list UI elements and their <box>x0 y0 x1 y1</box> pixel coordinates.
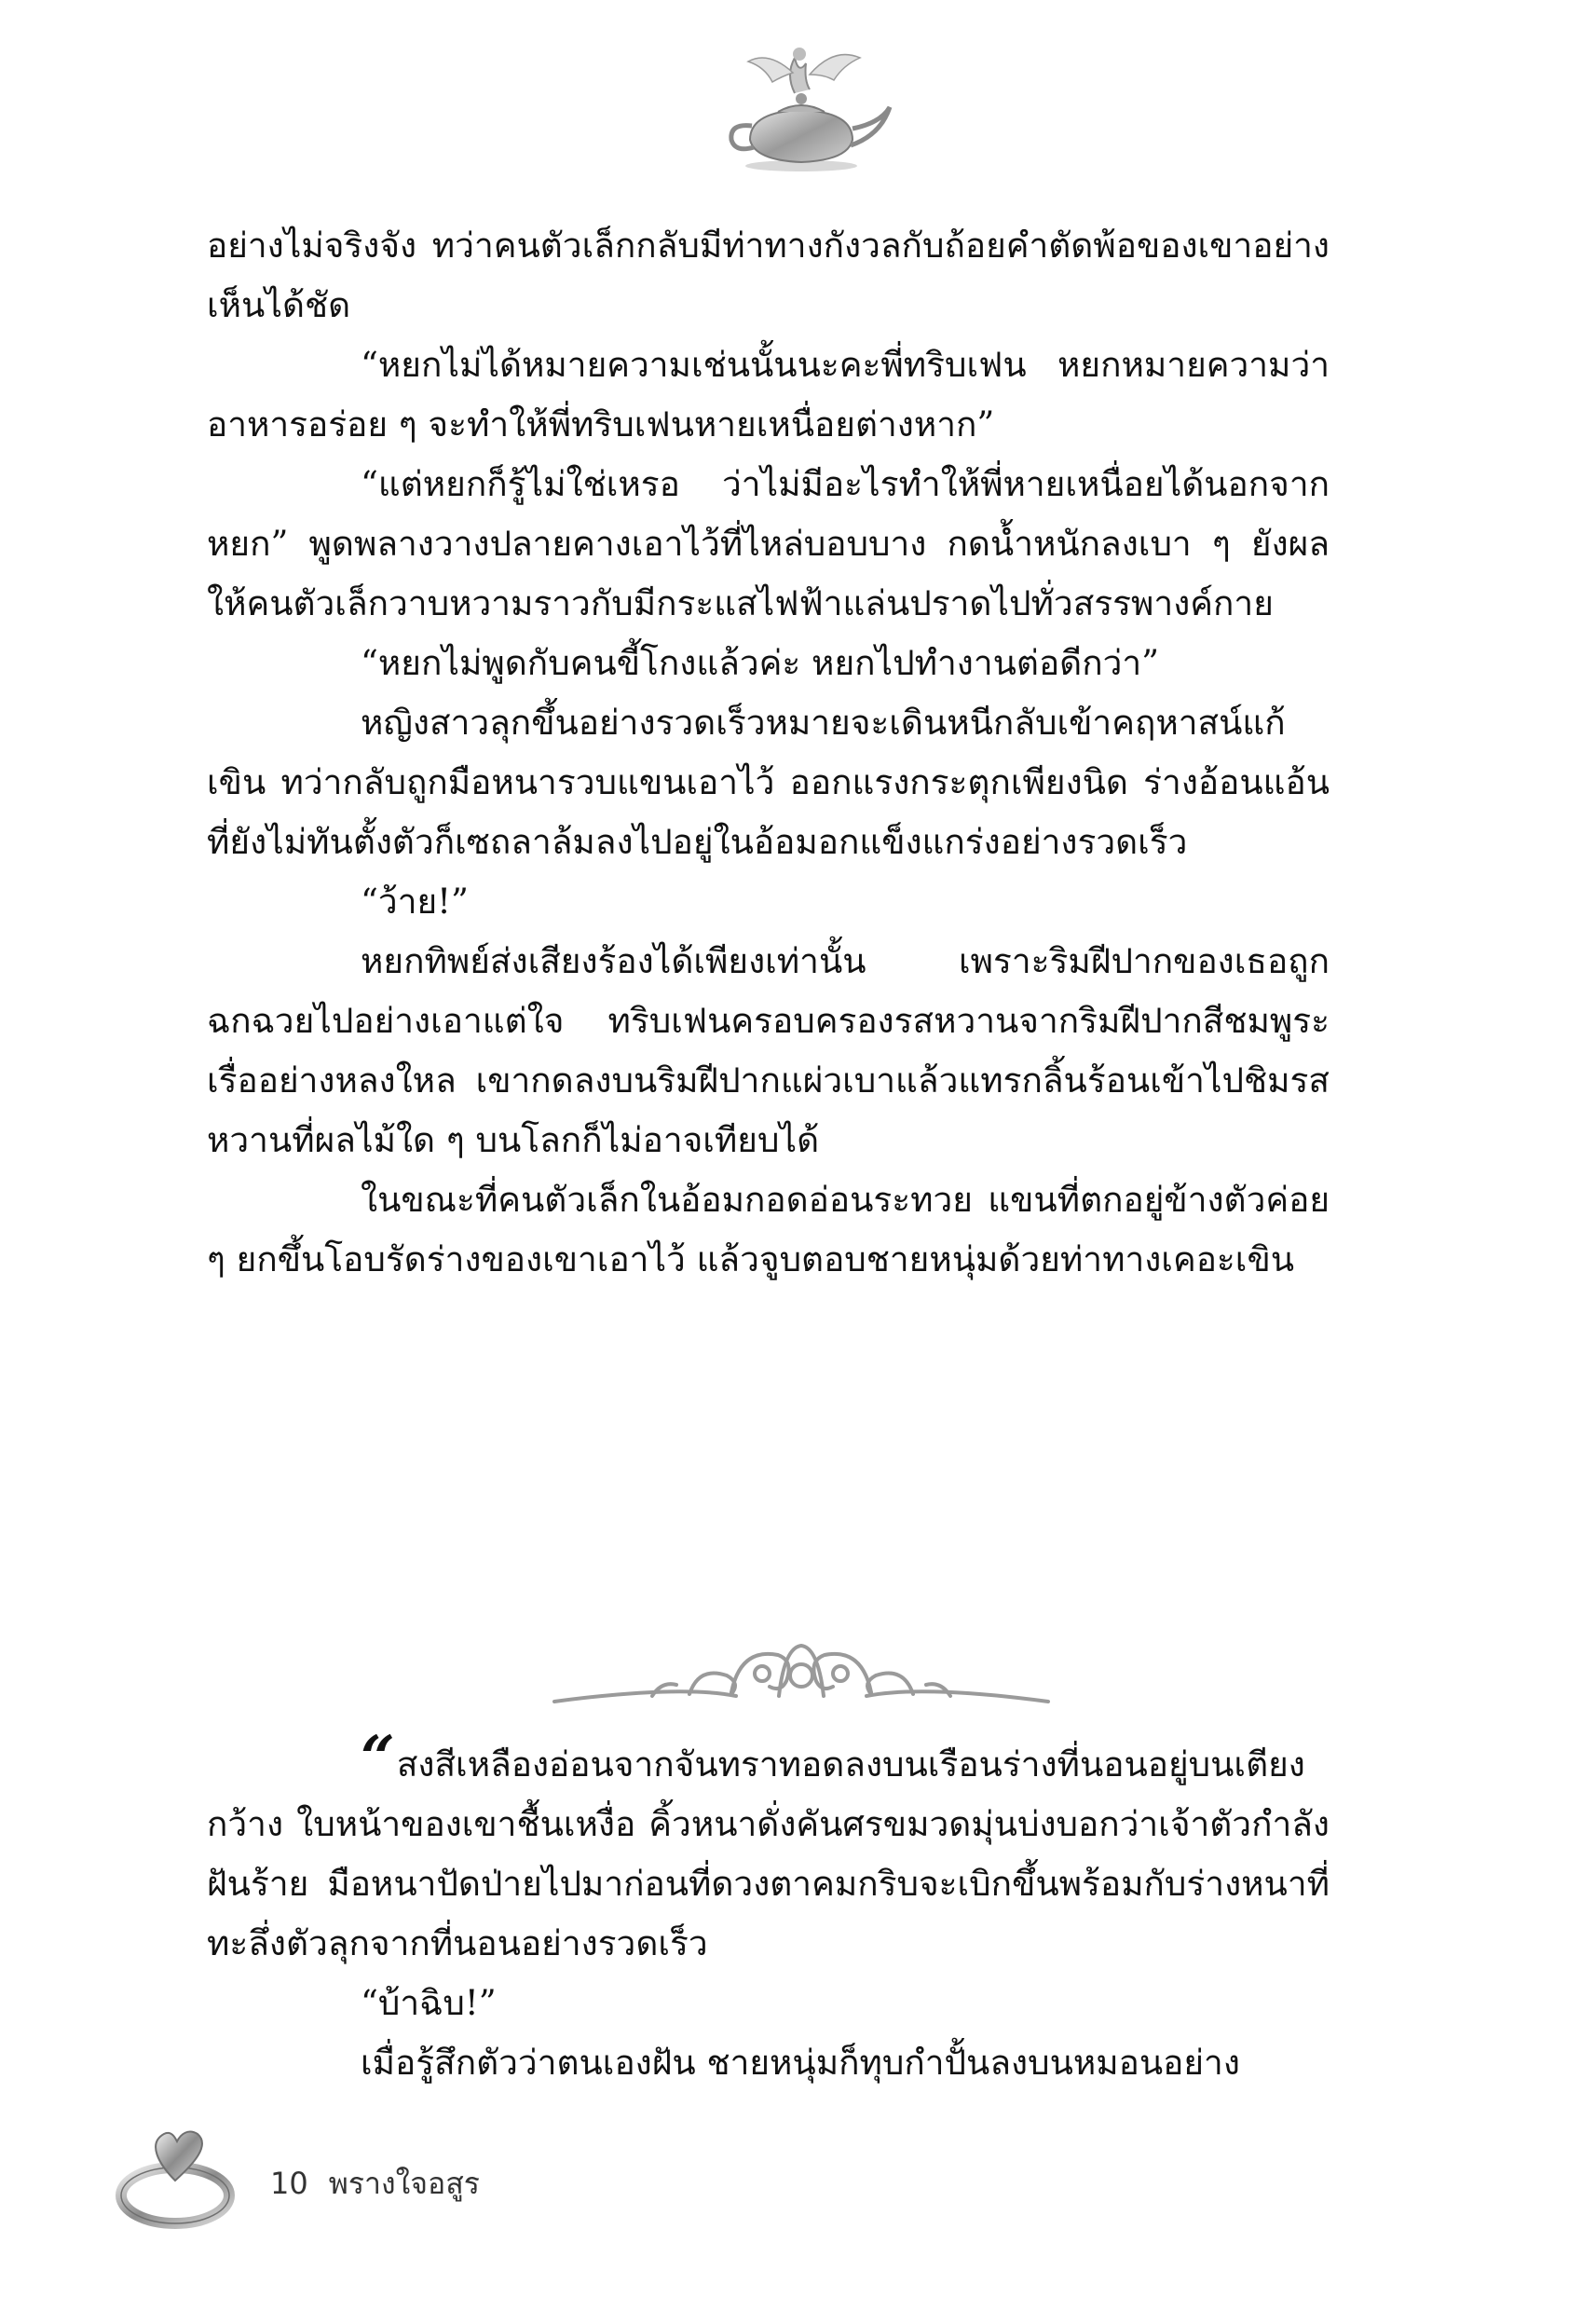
body-text-section-1 <box>207 216 1330 1290</box>
paragraph: อย่างไม่จริงจัง ทว่าคนตัวเล็กกลับมีท่าทางกังวลกับถ้อยคำตัดพ้อของเขาอย่างเห็นได้ชัด <box>207 226 1330 325</box>
paragraph: “หยกไม่ได้หมายความเช่นนั้นนะคะพี่ทริบเฟน หยกหมายความว่าอาหารอร่อย ๆ จะทำให้พี่ทริบเฟนหายเหนื่อยต่างหาก” <box>207 345 1330 444</box>
paragraph: หยกทิพย์ส่งเสียงร้องได้เพียงเท่านั้น เพราะริมฝีปากของเธอถูกฉกฉวยไปอย่างเอาแต่ใจ ทริบเฟนครอบครองรสหวานจากริมฝีปากสีชมพูระเรื่ออย่างหลงใหล เขากดลงบนริมฝีปากแผ่วเบาแล้วแทรกลิ้นร้อนเข้าไปชิมรสหวานที่ผลไม้ใด ๆ บนโลกก็ไม่อาจเทียบได้ <box>207 941 1330 1160</box>
paragraph: “บ้าฉิบ!” <box>361 1983 497 2023</box>
paragraph-text: สงสีเหลืองอ่อนจากจันทราทอดลงบนเรือนร่างที่นอนอยู่บนเตียงกว้าง ใบหน้าของเขาชื้นเหงื่อ คิ้วหนาดั่งคันศรขมวดมุ่นบ่งบอกว่าเจ้าตัวกำลังฝันร้าย มือหนาปัดป่ายไปมาก่อนที่ดวงตาคมกริบจะเบิกขึ้นพร้อมกับร่างหนาที่ทะลึ่งตัวลุกจากที่นอนอย่างรวดเร็ว <box>207 1744 1330 1963</box>
opening-quote-mark: “ <box>361 1723 395 1793</box>
page-number: 10 <box>270 2166 308 2201</box>
paragraph <box>207 1723 1330 1974</box>
book-title: พรางใจอสูร <box>328 2166 480 2201</box>
paragraph: เมื่อรู้สึกตัวว่าตนเองฝัน ชายหนุ่มก็ทุบกำปั้นลงบนหมอนอย่าง <box>361 2043 1240 2083</box>
scroll-flourish-ornament <box>550 1629 1053 1713</box>
page-folio <box>270 2160 480 2208</box>
paragraph: “หยกไม่พูดกับคนขี้โกงแล้วค่ะ หยกไปทำงานต่อดีกว่า” <box>361 643 1160 683</box>
paragraph: ในขณะที่คนตัวเล็กในอ้อมกอดอ่อนระทวย แขนที่ตกอยู่ข้างตัวค่อย ๆ ยกขึ้นโอบรัดร่างของเขาเอาไว้ แล้วจูบตอบชายหนุ่มด้วยท่าทางเคอะเขิน <box>207 1180 1330 1279</box>
paragraph: “ว้าย!” <box>361 882 469 922</box>
page-footer <box>110 2115 669 2236</box>
fairy-teapot-icon <box>694 37 908 177</box>
paragraph: “แต่หยกก็รู้ไม่ใช่เหรอ ว่าไม่มีอะไรทำให้พี่หายเหนื่อยได้นอกจากหยก” พูดพลางวางปลายคางเอาไว้ที่ไหล่บอบบาง กดน้ำหนักลงเบา ๆ ยังผลให้คนตัวเล็กวาบหวามราวกับมีกระแสไฟฟ้าแล่นปราดไปทั่วสรรพางค์กาย <box>207 464 1330 623</box>
body-text-section-2 <box>207 1723 1330 2093</box>
heart-ring-icon <box>110 2115 250 2236</box>
paragraph: หญิงสาวลุกขึ้นอย่างรวดเร็วหมายจะเดินหนีกลับเข้าคฤหาสน์แก้เขิน ทว่ากลับถูกมือหนารวบแขนเอาไว้ ออกแรงกระตุกเพียงนิด ร่างอ้อนแอ้นที่ยังไม่ทันตั้งตัวก็เซถลาล้มลงไปอยู่ในอ้อมอกแข็งแกร่งอย่างรวดเร็ว <box>207 703 1330 862</box>
